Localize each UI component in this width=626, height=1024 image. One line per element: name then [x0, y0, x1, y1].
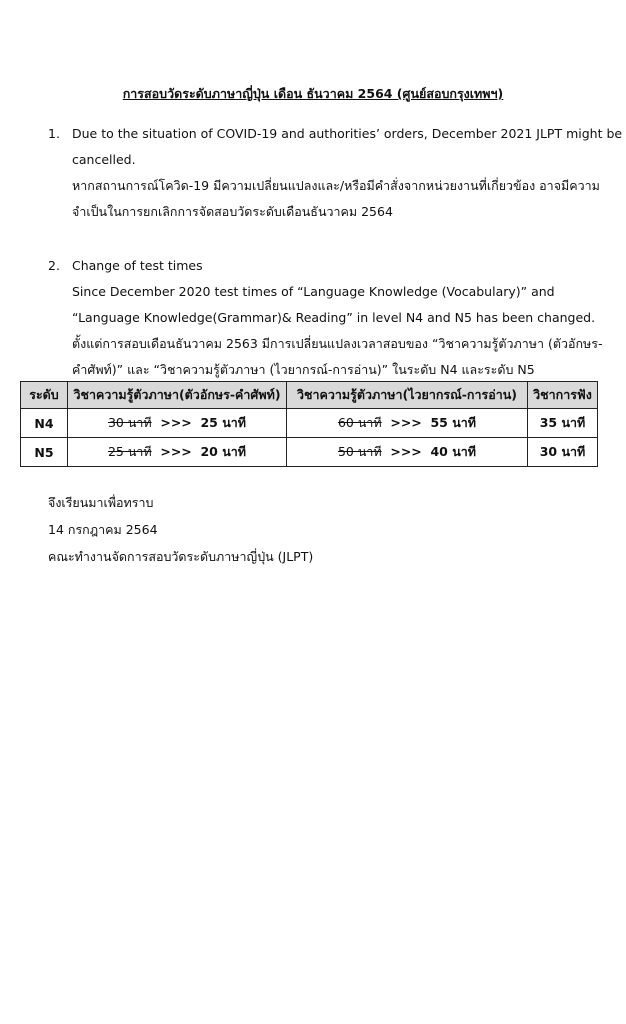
- closing-text: จึงเรียนมาเพื่อทราบ: [48, 495, 154, 510]
- item-number: 2.: [48, 258, 60, 273]
- old-time: 60 นาที: [337, 415, 382, 430]
- header-grammar-reading: วิชาความรู้ตัวภาษา(ไวยากรณ์-การอ่าน): [287, 382, 528, 409]
- table-row: [21, 438, 598, 467]
- item-line: cancelled.: [72, 152, 136, 167]
- item-line: ตั้งแต่การสอบเดือนธันวาคม 2563 มีการเปลี่ยนแปลงเวลาสอบของ “วิชาความรู้ตัวภาษา (ตัวอักษร-: [72, 336, 603, 351]
- level-cell: N4: [21, 409, 68, 438]
- listening-time-cell: 35 นาที: [528, 409, 598, 438]
- vocabulary-time-cell: [68, 438, 287, 467]
- old-time: 25 นาที: [107, 444, 152, 459]
- new-time: 55 นาที: [430, 415, 477, 430]
- item-line: หากสถานการณ์โควิด-19 มีความเปลี่ยนแปลงและ/หรือมีคำสั่งจากหน่วยงานที่เกี่ยวข้อง อาจมีความ: [72, 178, 600, 193]
- grammar-time-cell: [287, 409, 528, 438]
- table-row: [21, 409, 598, 438]
- item-line: จำเป็นในการยกเลิกการจัดสอบวัดระดับเดือนธันวาคม 2564: [72, 204, 393, 219]
- item-number: 1.: [48, 126, 60, 141]
- new-time: 25 นาที: [200, 415, 247, 430]
- listening-time-cell: 30 นาที: [528, 438, 598, 467]
- header-vocabulary: วิชาความรู้ตัวภาษา(ตัวอักษร-คำศัพท์): [68, 382, 287, 409]
- old-time: 30 นาที: [107, 415, 152, 430]
- grammar-time-cell: [287, 438, 528, 467]
- arrow: >>>: [160, 415, 192, 430]
- old-time: 50 นาที: [337, 444, 382, 459]
- item-heading: Change of test times: [72, 258, 203, 273]
- header-level: ระดับ: [21, 382, 68, 409]
- header-listening: วิชาการฟัง: [528, 382, 598, 409]
- arrow: >>>: [160, 444, 192, 459]
- arrow: >>>: [390, 444, 422, 459]
- test-times-table: [20, 381, 598, 467]
- item-line: Due to the situation of COVID-19 and authorities’ orders, December 2021 JLPT might be: [72, 126, 623, 141]
- vocabulary-time-cell: [68, 409, 287, 438]
- issue-date: 14 กรกฎาคม 2564: [48, 522, 158, 537]
- notice-item-1: [48, 121, 623, 225]
- document-title: การสอบวัดระดับภาษาญี่ปุ่น เดือน ธันวาคม 2564 (ศูนย์สอบกรุงเทพฯ): [122, 86, 504, 101]
- table-header-row: [21, 382, 598, 409]
- item-line: คำศัพท์)” และ “วิชาความรู้ตัวภาษา (ไวยากรณ์-การอ่าน)” ในระดับ N4 และระดับ N5: [72, 362, 535, 377]
- arrow: >>>: [390, 415, 422, 430]
- new-time: 20 นาที: [200, 444, 247, 459]
- item-line: Since December 2020 test times of “Language Knowledge (Vocabulary)” and: [72, 284, 555, 299]
- signer-name: คณะทำงานจัดการสอบวัดระดับภาษาญี่ปุ่น (JLPT): [48, 549, 314, 564]
- item-line: “Language Knowledge(Grammar)& Reading” in level N4 and N5 has been changed.: [72, 310, 596, 325]
- level-cell: N5: [21, 438, 68, 467]
- new-time: 40 นาที: [430, 444, 477, 459]
- notice-item-2: [48, 253, 608, 383]
